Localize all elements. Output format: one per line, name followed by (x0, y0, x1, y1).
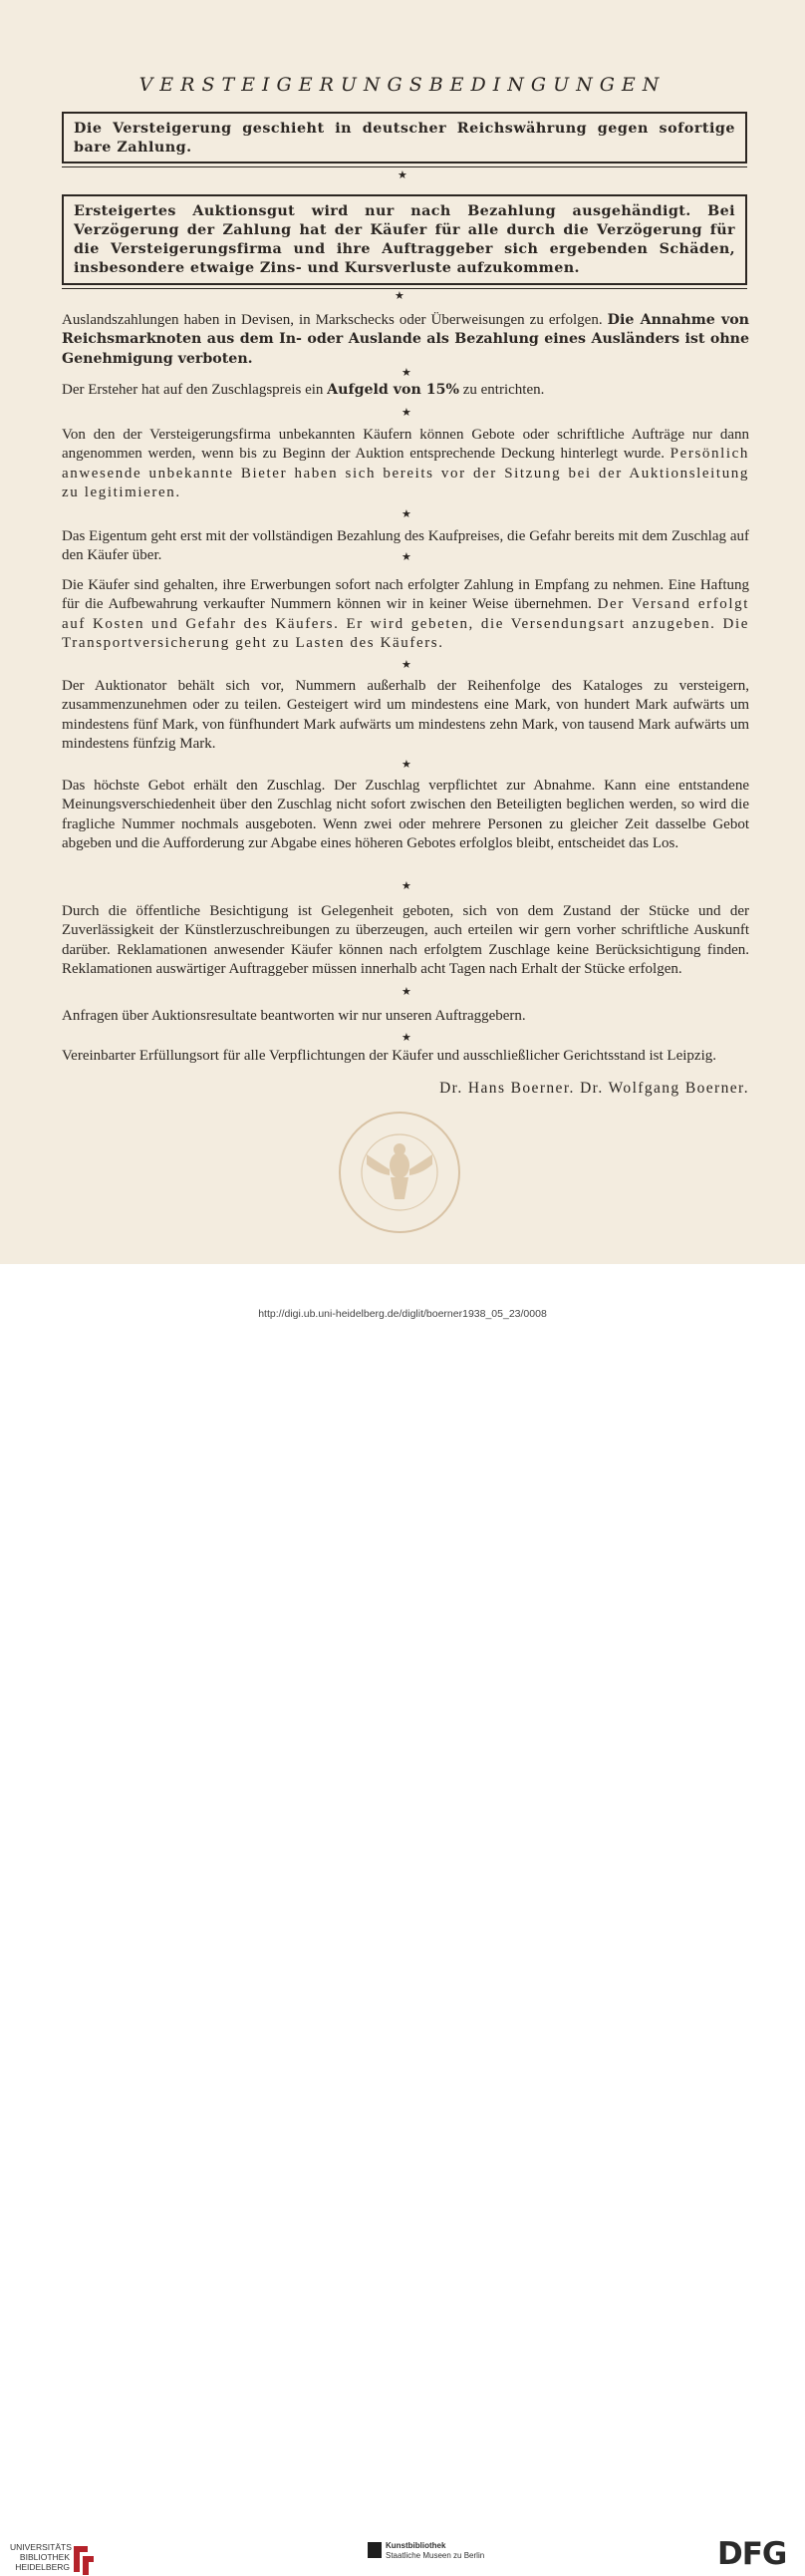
star-ornament: ★ (402, 985, 411, 998)
paragraph-spaced-text: Der Versand erfolgt auf Kosten und Gefahr des Käufers. Er wird gebeten, die Versendungsart anzugeben. Die Transportversicherung geht zu Lasten des Käufers. (62, 596, 749, 652)
paragraph-text: Die Käufer sind gehalten, ihre Erwerbungen sofort nach erfolgter Zahlung in Empfang zu nehmen. Eine Haftung für die Aufbewahrung verkaufter Nummern können wir in keiner Weise übernehmen. (62, 577, 749, 613)
paragraph-spaced-text: Persönlich anwesende unbekannte Bieter haben sich bereits vor der Sitzung bei der Auktionsleitung zu legitimieren. (62, 446, 749, 501)
university-library-name (10, 2542, 70, 2572)
paragraph-ownership: Das Eigentum geht erst mit der vollständigen Bezahlung des Kaufpreises, die Gefahr bereits mit dem Zuschlag auf den Käufer über. (62, 528, 749, 564)
kunstbibliothek-logo-icon (368, 2542, 382, 2558)
star-ornament: ★ (395, 289, 404, 302)
paragraph-text: Der Ersteher hat auf den Zuschlagspreis ein (62, 382, 324, 398)
paragraph-foreign-payments (62, 311, 749, 369)
uni-line: BIBLIOTHEK (19, 2552, 70, 2562)
paragraph-premium (62, 381, 749, 400)
paragraph-text: Von den der Versteigerungsfirma unbekannten Käufern können Gebote oder schriftliche Aufträge nur dann angenommen werden, wenn bis zu Beginn der Auktion entsprechende Deckung hinterlegt wurde. (62, 427, 749, 463)
star-ornament: ★ (398, 168, 407, 181)
star-ornament: ★ (402, 879, 411, 892)
uni-line: UNIVERSITÄTS (10, 2542, 72, 2552)
paragraph-auctioneer: Der Auktionator behält sich vor, Nummern außerhalb der Reihenfolge des Kataloges zu versteigern, zusammenzunehmen oder zu teilen. Gesteigert wird um mindestens eine Mark, von hundert Mark aufwärts um mindestens fünf Mark, von fünfhundert Mark aufwärts um mindestens zehn Mark, von tausend Mark aufwärts um mindestens fünfzig Mark. (62, 678, 749, 753)
scanned-page (0, 0, 805, 1264)
library-stamp (337, 1110, 462, 1235)
star-ornament: ★ (402, 658, 411, 671)
paragraph-collection (62, 576, 749, 654)
premium-amount: Aufgeld von 15% (327, 382, 459, 398)
kunstbibliothek-name (386, 2541, 484, 2561)
kb-line: Kunstbibliothek (386, 2541, 446, 2550)
page-heading: VERSTEIGERUNGSBEDINGUNGEN (138, 74, 667, 96)
star-ornament: ★ (402, 1031, 411, 1044)
boxed-notice-payment: Die Versteigerung geschieht in deutscher Reichswährung gegen sofortige bare Zahlung. (62, 112, 747, 163)
kb-line: Staatliche Museen zu Berlin (386, 2551, 485, 2560)
paragraph-unknown-buyers (62, 426, 749, 503)
star-ornament: ★ (402, 406, 411, 419)
paragraph-highest-bid: Das höchste Gebot erhält den Zuschlag. Der Zuschlag verpflichtet zur Abnahme. Kann eine entstandene Meinungsverschiedenheit über den Zuschlag nicht sofort zwischen den Beteiligten beglichen werden, so wird die fragliche Nummer nochmals ausgeboten. Wenn zwei oder mehrere Personen zu gleicher Zeit dasselbe Gebot abgeben und die Aufforderung zur Abgabe eines höheren Gebotes erfolglos bleibt, entscheidet das Los. (62, 778, 749, 852)
paragraph-text: Auslandszahlungen haben in Devisen, in Markschecks oder Überweisungen zu erfolgen. (62, 312, 603, 328)
star-ornament: ★ (402, 366, 411, 379)
star-ornament: ★ (402, 758, 411, 771)
dfg-logo: DFG (717, 2536, 787, 2572)
star-ornament: ★ (402, 507, 411, 520)
paragraph-text: zu entrichten. (462, 382, 545, 398)
boxed-notice-delivery: Ersteigertes Auktionsgut wird nur nach Bezahlung ausgehändigt. Bei Verzögerung der Zahlung hat der Käufer für alle durch die Verzögerung für die Versteigerungsfirma und ihre Auftraggeber sich ergebenden Schäden, insbesondere etwaige Zins- und Kursverluste aufzukommen. (62, 194, 747, 285)
paragraph-results: Anfragen über Auktionsresultate beantworten wir nur unseren Auftraggebern. (62, 1008, 526, 1024)
star-ornament: ★ (402, 550, 411, 563)
paragraph-jurisdiction: Vereinbarter Erfüllungsort für alle Verpflichtungen der Käufer und ausschließlicher Gerichtsstand ist Leipzig. (62, 1048, 716, 1064)
permalink-url[interactable]: http://digi.ub.uni-heidelberg.de/diglit/boerner1938_05_23/0008 (258, 1308, 547, 1320)
paragraph-bold-text: Die Annahme von Reichsmarknoten aus dem In- oder Auslande als Bezahlung eines Ausländers ist ohne Genehmigung verboten. (62, 312, 750, 367)
signature-line: Dr. Hans Boerner. Dr. Wolfgang Boerner. (439, 1080, 749, 1097)
paragraph-inspection: Durch die öffentliche Besichtigung ist Gelegenheit geboten, sich von dem Zustand der Stücke und der Zuverlässigkeit der Künstlerzuschreibungen zu überzeugen, auch erteilen wir gern vorher schriftliche Auskunft darüber. Reklamationen anwesender Käufer können nach erfolgtem Zuschlage keine Berücksichtigung finden. Reklamationen auswärtiger Auftraggeber müssen innerhalb acht Tagen nach Erhalt der Stücke erfolgen. (62, 903, 749, 978)
uni-line: HEIDELBERG (15, 2562, 70, 2572)
university-logo-icon (70, 2542, 96, 2576)
